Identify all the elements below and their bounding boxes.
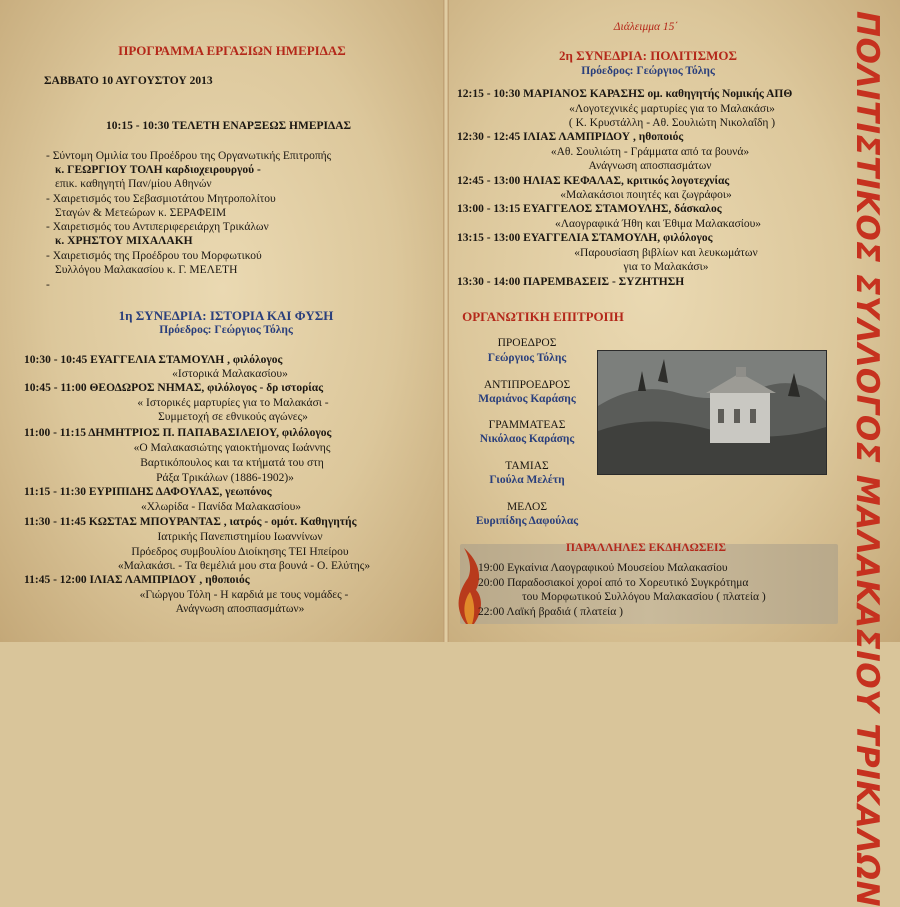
talk-line: Ιατρικής Πανεπιστημίου Ιωαννίνων [157, 531, 323, 543]
talk-line: «Χλωρίδα - Πανίδα Μαλακασίου» [140, 501, 302, 513]
committee-role: ΓΡΑΜΜΑΤΕΑΣ [488, 419, 566, 431]
event-date: ΣΑΒΒΑΤΟ 10 ΑΥΓΟΥΣΤΟΥ 2013 [44, 75, 213, 87]
talk-line: «Λαογραφικά Ήθη και Έθιμα Μαλακασίου» [554, 218, 762, 230]
committee-title: ΟΡΓΑΝΩΤΙΚΗ ΕΠΙΤΡΟΠΗ [462, 309, 624, 324]
talk-line: 11:30 - 11:45 ΚΩΣΤΑΣ ΜΠΟΥΡΑΝΤΑΣ , ιατρός - ομότ. Καθηγητής [24, 516, 357, 528]
page-fold [443, 0, 449, 642]
talk-line: « Ιστορικές μαρτυρίες για το Μαλακάσι - [137, 397, 329, 409]
committee-name: Ευριπίδης Δαφούλας [475, 515, 579, 527]
session-2-title: 2η ΣΥΝΕΔΡΙΑ: ΠΟΛΙΤΙΣΜΟΣ [559, 48, 737, 63]
greeting-line: - Χαιρετισμός της Προέδρου του Μορφωτικού [46, 250, 262, 262]
talk-line: για το Μαλακάσι» [623, 261, 709, 273]
talk-line: Συμμετοχή σε εθνικούς αγώνες» [158, 411, 308, 423]
talk-line: «Μαλακάσι. - Τα θεμέλιά μου στα βουνά - Ο. Ελύτης» [117, 560, 371, 572]
talk-line: «Αθ. Σουλιώτη - Γράμματα από τα βουνά» [550, 146, 750, 158]
greeting-line: - Σύντομη Ομιλία του Προέδρου της Οργανωτικής Επιτροπής [46, 150, 332, 162]
greeting-line: κ. ΓΕΩΡΓΙΟΥ ΤΟΛΗ καρδιοχειρουργού - [55, 164, 261, 176]
event-line: 22:00 Λαϊκή βραδιά ( πλατεία ) [478, 606, 623, 618]
committee-role: ΤΑΜΙΑΣ [505, 460, 549, 472]
village-church-photo [597, 350, 827, 475]
greeting-line: Σταγών & Μετεώρων κ. ΣΕΡΑΦΕΙΜ [55, 207, 227, 219]
talk-line: Πρόεδρος συμβουλίου Διοίκησης ΤΕΙ Ηπείρου [131, 546, 349, 558]
talk-line: «Ο Μαλακασιώτης γαιοκτήμονας Ιωάννης [133, 442, 331, 454]
committee-name: Νικόλαος Καράσης [479, 433, 575, 445]
talk-line: 13:30 - 14:00 ΠΑΡΕΜΒΑΣΕΙΣ - ΣΥΖΗΤΗΣΗ [457, 276, 685, 288]
talk-line: «Παρουσίαση βιβλίων και λευκωμάτων [574, 247, 758, 259]
association-vertical-title: ΠΟΛΙΤΙΣΤΙΚΟΣ ΣΥΛΛΟΓΟΣ ΜΑΛΑΚΑΣΙΟΥ ΤΡΙΚΑΛΩΝ [849, 11, 885, 907]
greeting-line: κ. ΧΡΗΣΤΟΥ ΜΙΧΑΛΑΚΗ [55, 235, 193, 247]
talk-line: Ανάγνωση αποσπασμάτων» [175, 603, 305, 615]
session-1-title: 1η ΣΥΝΕΔΡΙΑ: ΙΣΤΟΡΙΑ ΚΑΙ ΦΥΣΗ [118, 308, 334, 323]
talk-line: 13:15 - 13:00 ΕΥΑΓΓΕΛΙΑ ΣΤΑΜΟΥΛΗ, φιλόλογος [457, 232, 713, 244]
talk-line: Ανάγνωση αποσπασμάτων [588, 160, 712, 172]
talk-line: ( Κ. Κρυστάλλη - Αθ. Σουλιώτη Νικολαΐδη ) [568, 117, 776, 129]
greeting-line: επικ. καθηγητή Παν/μίου Αθηνών [55, 178, 212, 190]
event-line: του Μορφωτικού Συλλόγου Μαλακασίου ( πλατεία ) [522, 591, 766, 603]
event-line: 19:00 Εγκαίνια Λαογραφικού Μουσείου Μαλακασίου [478, 562, 728, 574]
talk-line: Βαρτικόπουλος και τα κτήματά του στη [140, 457, 324, 469]
church-photo-illustration [598, 351, 826, 474]
greeting-line: - [46, 279, 50, 291]
committee-role: ΠΡΟΕΔΡΟΣ [497, 337, 557, 349]
committee-name: Μαριάνος Καράσης [478, 393, 576, 405]
talk-line: Ράξα Τρικάλων (1886-1902)» [156, 472, 294, 484]
talk-line: «Μαλακάσιοι ποιητές και ζωγράφοι» [560, 189, 732, 201]
talk-line: 11:15 - 11:30 ΕΥΡΙΠΙΔΗΣ ΔΑΦΟΥΛΑΣ, γεωπόνος [24, 486, 272, 498]
greeting-line: - Χαιρετισμός του Αντιπεριφερειάρχη Τρικάλων [46, 221, 269, 233]
events-title: ΠΑΡΑΛΛΗΛΕΣ ΕΚΔΗΛΩΣΕΙΣ [565, 542, 727, 554]
session-1-chair: Πρόεδρος: Γεώργιος Τόλης [159, 324, 293, 336]
talk-line: 13:00 - 13:15 ΕΥΑΓΓΕΛΟΣ ΣΤΑΜΟΥΛΗΣ, δάσκαλος [457, 203, 722, 215]
event-line: 20:00 Παραδοσιακοί χοροί από το Χορευτικό Συγκρότημα [478, 577, 749, 589]
committee-role: ΑΝΤΙΠΡΟΕΔΡΟΣ [483, 379, 571, 391]
talk-line: 12:30 - 12:45 ΙΛΙΑΣ ΛΑΜΠΡΙΔΟΥ , ηθοποιός [457, 131, 684, 143]
talk-line: 10:45 - 11:00 ΘΕΟΔΩΡΟΣ ΝΗΜΑΣ, φιλόλογος - δρ ιστορίας [24, 382, 324, 394]
talk-line: «Λογοτεχνικές μαρτυρίες για το Μαλακάσι» [569, 103, 775, 115]
left-page [0, 0, 446, 642]
committee-name: Γεώργιος Τόλης [487, 352, 567, 364]
talk-line: 12:45 - 13:00 ΗΛΙΑΣ ΚΕΦΑΛΑΣ, κριτικός λογοτεχνίας [457, 175, 730, 187]
committee-name: Γιούλα Μελέτη [489, 474, 565, 486]
talk-line: 11:00 - 11:15 ΔΗΜΗΤΡΙΟΣ Π. ΠΑΠΑΒΑΣΙΛΕΙΟΥ, φιλόλογος [24, 427, 332, 439]
opening-ceremony: 10:15 - 10:30 ΤΕΛΕΤΗ ΕΝΑΡΞΕΩΣ ΗΜΕΡΙΔΑΣ [106, 120, 352, 132]
session-2-chair: Πρόεδρος: Γεώργιος Τόλης [581, 65, 715, 77]
talk-line: 11:45 - 12:00 ΙΛΙΑΣ ΛΑΜΠΡΙΔΟΥ , ηθοποιός [24, 574, 250, 586]
greeting-line: Συλλόγου Μαλακασίου κ. Γ. ΜΕΛΕΤΗ [55, 264, 238, 276]
talk-line: 12:15 - 10:30 ΜΑΡΙΑΝΟΣ ΚΑΡΑΣΗΣ ομ. καθηγητής Νομικής ΑΠΘ [457, 88, 793, 100]
program-title: ΠΡΟΓΡΑΜΜΑ ΕΡΓΑΣΙΩΝ ΗΜΕΡΙΔΑΣ [118, 43, 346, 58]
break-label: Διάλειμμα 15΄ [613, 21, 679, 33]
greeting-line: - Χαιρετισμός του Σεβασμιοτάτου Μητροπολίτου [46, 193, 276, 205]
talk-line: «Γιώργου Τόλη - Η καρδιά με τους νομάδες - [139, 589, 349, 601]
committee-role: ΜΕΛΟΣ [506, 501, 548, 513]
talk-line: 10:30 - 10:45 ΕΥΑΓΓΕΛΙΑ ΣΤΑΜΟΥΛΗ , φιλόλογος [24, 354, 283, 366]
talk-line: «Ιστορικά Μαλακασίου» [172, 368, 288, 380]
